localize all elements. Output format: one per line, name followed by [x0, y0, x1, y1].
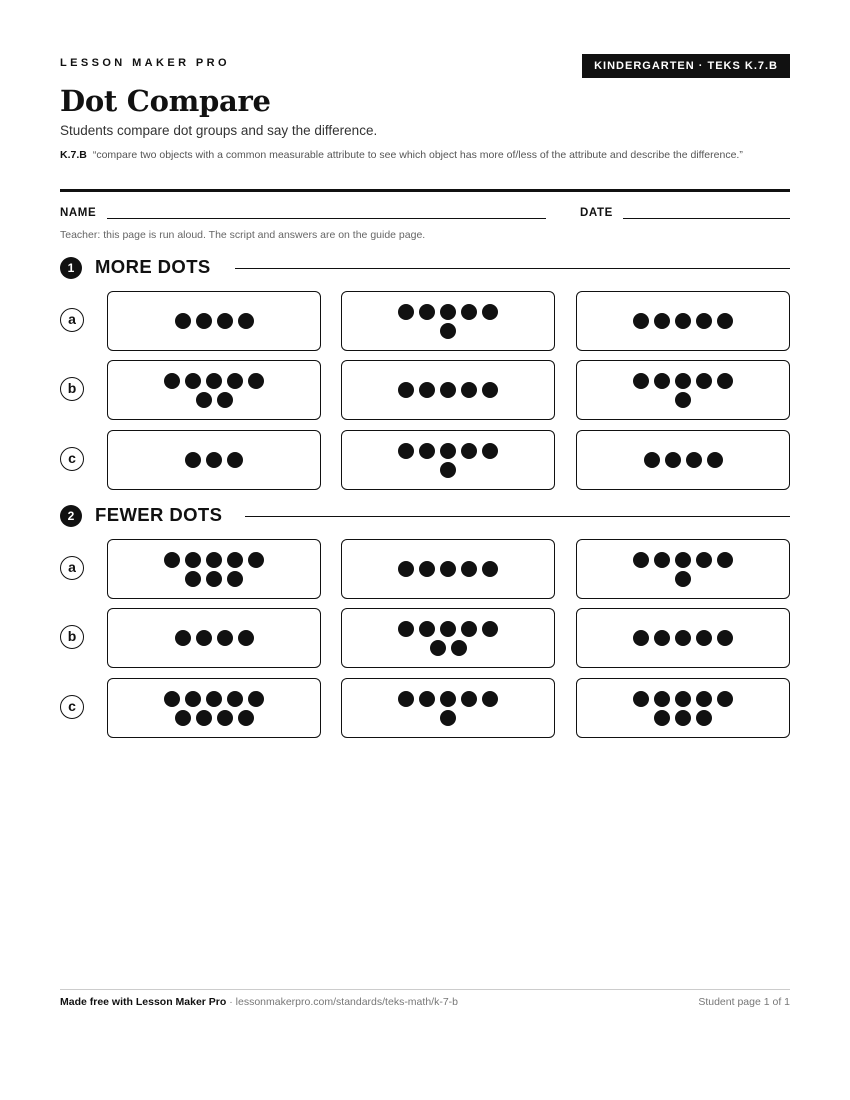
row-letter-label: c	[60, 447, 84, 471]
dot-icon	[217, 392, 233, 408]
dot-row	[633, 313, 733, 329]
dot-icon	[419, 382, 435, 398]
page-title: Dot Compare	[60, 84, 271, 118]
dot-row	[164, 373, 264, 389]
dot-group-card[interactable]	[341, 430, 555, 490]
dot-icon	[419, 561, 435, 577]
dot-icon	[206, 571, 222, 587]
dot-icon	[675, 691, 691, 707]
dot-icon	[696, 552, 712, 568]
dot-group-card[interactable]	[576, 360, 790, 420]
dot-icon	[398, 443, 414, 459]
dot-row	[175, 630, 254, 646]
dot-group-card[interactable]	[107, 430, 321, 490]
dot-icon	[398, 304, 414, 320]
row-letter-label: b	[60, 625, 84, 649]
dot-icon	[175, 630, 191, 646]
row-letter-label: c	[60, 695, 84, 719]
dot-icon	[675, 392, 691, 408]
dot-row	[430, 640, 467, 656]
section-rule	[235, 268, 790, 269]
dot-row	[398, 304, 498, 320]
dot-icon	[398, 561, 414, 577]
dot-icon	[398, 691, 414, 707]
dot-icon	[461, 382, 477, 398]
dot-icon	[206, 452, 222, 468]
dot-group-card[interactable]	[576, 678, 790, 738]
dot-icon	[461, 691, 477, 707]
brand-name: LESSON MAKER PRO	[60, 57, 230, 69]
dot-icon	[717, 552, 733, 568]
dot-group-card[interactable]	[107, 539, 321, 599]
dot-icon	[633, 373, 649, 389]
dot-icon	[238, 630, 254, 646]
dot-icon	[185, 691, 201, 707]
dot-icon	[440, 621, 456, 637]
problem-row	[60, 430, 790, 490]
dot-icon	[461, 621, 477, 637]
dot-icon	[440, 691, 456, 707]
dot-icon	[482, 621, 498, 637]
dot-icon	[633, 630, 649, 646]
dot-icon	[164, 373, 180, 389]
row-letter-label: b	[60, 377, 84, 401]
section-rule	[245, 516, 790, 517]
dot-icon	[654, 552, 670, 568]
dot-icon	[206, 552, 222, 568]
dot-icon	[482, 443, 498, 459]
dot-icon	[206, 691, 222, 707]
dot-icon	[206, 373, 222, 389]
problem-row	[60, 678, 790, 738]
dot-icon	[440, 561, 456, 577]
dot-icon	[482, 561, 498, 577]
dot-icon	[696, 710, 712, 726]
dot-icon	[654, 373, 670, 389]
dot-icon	[185, 571, 201, 587]
dot-group-card[interactable]	[341, 678, 555, 738]
dot-icon	[419, 443, 435, 459]
dot-icon	[217, 630, 233, 646]
section-number-badge: 2	[60, 505, 82, 527]
dot-icon	[440, 382, 456, 398]
dot-icon	[227, 552, 243, 568]
dot-group-card[interactable]	[576, 539, 790, 599]
dot-icon	[175, 710, 191, 726]
standard-text: “compare two objects with a common measurable attribute to see which object has more of/less of the attribute and describe the difference.”	[92, 149, 743, 161]
dot-row	[644, 452, 723, 468]
dot-icon	[248, 373, 264, 389]
dot-row	[398, 621, 498, 637]
row-letter-label: a	[60, 556, 84, 580]
dot-icon	[440, 710, 456, 726]
problem-row	[60, 608, 790, 668]
dot-icon	[227, 691, 243, 707]
dot-icon	[675, 571, 691, 587]
dot-icon	[217, 313, 233, 329]
standard-code: K.7.B	[60, 149, 87, 161]
dot-icon	[675, 313, 691, 329]
dot-icon	[440, 304, 456, 320]
dot-row	[675, 392, 691, 408]
dot-icon	[717, 630, 733, 646]
dot-row	[175, 313, 254, 329]
dot-icon	[227, 452, 243, 468]
dot-icon	[686, 452, 702, 468]
dot-group-card[interactable]	[107, 360, 321, 420]
dot-icon	[217, 710, 233, 726]
footer-page-number: Student page 1 of 1	[698, 996, 790, 1008]
dot-group-card[interactable]	[341, 360, 555, 420]
dot-icon	[717, 691, 733, 707]
dot-icon	[238, 710, 254, 726]
dot-icon	[419, 304, 435, 320]
dot-icon	[164, 691, 180, 707]
dot-icon	[644, 452, 660, 468]
dot-row	[440, 323, 456, 339]
dot-icon	[175, 313, 191, 329]
footer-separator: ·	[229, 996, 236, 1008]
section-title: MORE DOTS	[95, 255, 223, 279]
dot-group-card[interactable]	[341, 608, 555, 668]
dot-icon	[696, 373, 712, 389]
dot-icon	[196, 630, 212, 646]
dot-row	[633, 630, 733, 646]
dot-icon	[696, 630, 712, 646]
dot-icon	[633, 691, 649, 707]
dot-row	[164, 552, 264, 568]
footer-url: lessonmakerpro.com/standards/teks-math/k-7-b	[235, 996, 458, 1008]
dot-icon	[185, 452, 201, 468]
dot-icon	[451, 640, 467, 656]
dot-row	[440, 710, 456, 726]
dot-group-card[interactable]	[107, 608, 321, 668]
dot-icon	[419, 691, 435, 707]
section-title: FEWER DOTS	[95, 503, 234, 527]
dot-icon	[248, 552, 264, 568]
dot-row	[175, 710, 254, 726]
dot-row	[633, 691, 733, 707]
dot-icon	[633, 313, 649, 329]
dot-group-card[interactable]	[341, 539, 555, 599]
dot-icon	[654, 630, 670, 646]
dot-row	[633, 552, 733, 568]
dot-icon	[654, 313, 670, 329]
dot-row	[185, 571, 243, 587]
dot-icon	[238, 313, 254, 329]
dot-row	[164, 691, 264, 707]
teacher-note: Teacher: this page is run aloud. The script and answers are on the guide page.	[60, 229, 426, 241]
worksheet-page	[60, 0, 790, 1100]
dot-group-card[interactable]	[576, 291, 790, 351]
dot-icon	[654, 691, 670, 707]
row-letter-label: a	[60, 308, 84, 332]
problem-row	[60, 539, 790, 599]
dot-icon	[654, 710, 670, 726]
dot-icon	[440, 443, 456, 459]
dot-row	[398, 691, 498, 707]
dot-group-card[interactable]	[576, 608, 790, 668]
dot-group-card[interactable]	[341, 291, 555, 351]
dot-icon	[398, 382, 414, 398]
dot-icon	[675, 552, 691, 568]
dot-row	[398, 561, 498, 577]
dot-row	[654, 710, 712, 726]
dot-icon	[482, 691, 498, 707]
footer-divider	[60, 989, 790, 990]
dot-icon	[675, 630, 691, 646]
dot-group-card[interactable]	[576, 430, 790, 490]
dot-icon	[196, 392, 212, 408]
dot-icon	[461, 304, 477, 320]
dot-icon	[430, 640, 446, 656]
dot-icon	[419, 621, 435, 637]
dot-icon	[398, 621, 414, 637]
dot-row	[633, 373, 733, 389]
section-header	[60, 255, 790, 279]
dot-icon	[633, 552, 649, 568]
dot-row	[440, 462, 456, 478]
dot-row	[185, 452, 243, 468]
dot-icon	[248, 691, 264, 707]
dot-icon	[461, 561, 477, 577]
dot-icon	[482, 382, 498, 398]
dot-icon	[196, 710, 212, 726]
date-field[interactable]	[623, 218, 790, 219]
standard-description	[60, 148, 780, 162]
name-field[interactable]	[107, 218, 546, 219]
dot-row	[675, 571, 691, 587]
footer-maker: Made free with Lesson Maker Pro	[60, 996, 227, 1008]
dot-row	[398, 382, 498, 398]
dot-row	[196, 392, 233, 408]
footer-credit	[60, 996, 458, 1008]
dot-group-card[interactable]	[107, 291, 321, 351]
dot-icon	[675, 710, 691, 726]
dot-icon	[461, 443, 477, 459]
dot-icon	[227, 373, 243, 389]
dot-icon	[482, 304, 498, 320]
dot-icon	[440, 323, 456, 339]
dot-icon	[185, 373, 201, 389]
grade-standard-badge: KINDERGARTEN · TEKS K.7.B	[582, 54, 790, 78]
page-subtitle: Students compare dot groups and say the difference.	[60, 123, 378, 138]
header-divider	[60, 189, 790, 192]
date-label: DATE	[580, 207, 613, 219]
dot-icon	[707, 452, 723, 468]
dot-icon	[185, 552, 201, 568]
section-number-badge: 1	[60, 257, 82, 279]
dot-icon	[696, 313, 712, 329]
problem-row	[60, 360, 790, 420]
dot-icon	[717, 313, 733, 329]
dot-icon	[675, 373, 691, 389]
dot-icon	[227, 571, 243, 587]
name-label: NAME	[60, 207, 97, 219]
dot-icon	[665, 452, 681, 468]
section-header	[60, 503, 790, 527]
dot-icon	[196, 313, 212, 329]
dot-row	[398, 443, 498, 459]
dot-icon	[440, 462, 456, 478]
problem-row	[60, 291, 790, 351]
dot-group-card[interactable]	[107, 678, 321, 738]
dot-icon	[717, 373, 733, 389]
dot-icon	[696, 691, 712, 707]
dot-icon	[164, 552, 180, 568]
